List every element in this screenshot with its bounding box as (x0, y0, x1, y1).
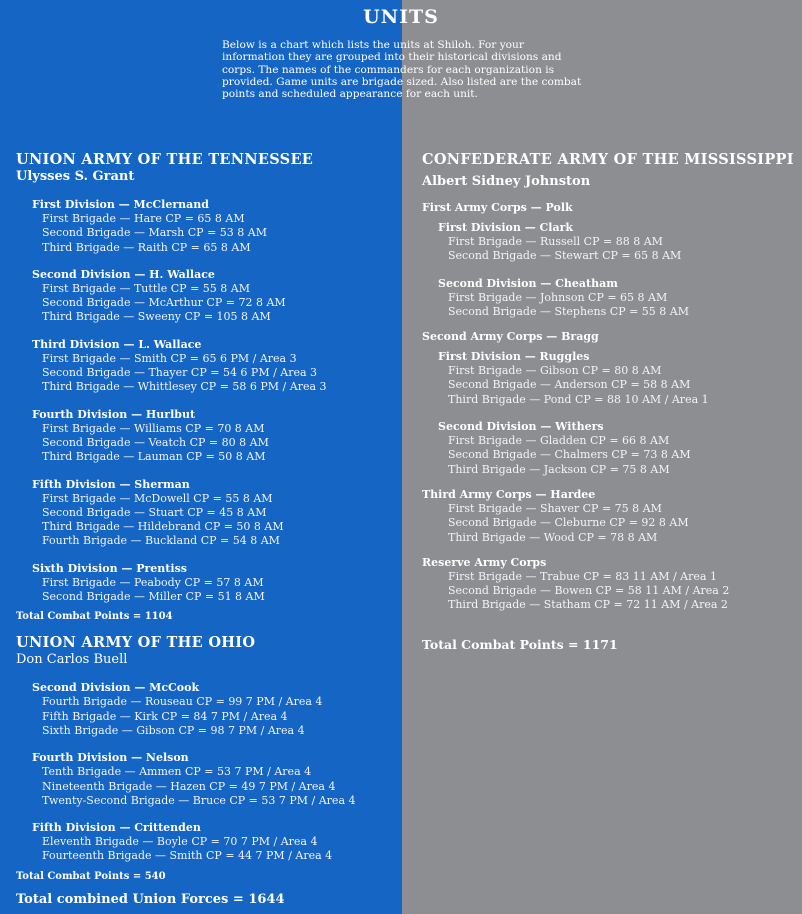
brigade-row: Second Brigade — Cleburne CP = 92 8 AM (448, 516, 689, 530)
brigade-row: Third Brigade — Pond CP = 88 10 AM / Area 1 (448, 392, 709, 406)
division-title: Fifth Division — Crittenden (32, 821, 201, 835)
division-title: Second Division — H. Wallace (32, 267, 215, 281)
brigade-row: Second Brigade — Anderson CP = 58 8 AM (448, 378, 691, 392)
brigade-row: Second Brigade — Stuart CP = 45 8 AM (42, 505, 267, 519)
brigade-row: First Brigade — Peabody CP = 57 8 AM (42, 575, 264, 589)
brigade-row: Second Brigade — Thayer CP = 54 6 PM / Area 3 (42, 366, 318, 380)
brigade-row: Third Brigade — Sweeny CP = 105 8 AM (42, 310, 271, 324)
brigade-row: Tenth Brigade — Ammen CP = 53 7 PM / Area 4 (42, 765, 312, 779)
division-title: Fourth Division — Hurlbut (32, 407, 196, 421)
commander-buell: Don Carlos Buell (16, 652, 128, 668)
corps-title: Second Army Corps — Bragg (422, 330, 599, 344)
total-tennessee: Total Combat Points = 1104 (16, 611, 173, 623)
brigade-row: Third Brigade — Wood CP = 78 8 AM (448, 530, 658, 544)
division-title: First Division — McClernand (32, 198, 209, 211)
brigade-row: Sixth Brigade — Gibson CP = 98 7 PM / Area 4 (42, 723, 305, 737)
corps-title: Third Army Corps — Hardee (422, 487, 596, 501)
division-title: Fourth Division — Nelson (32, 751, 189, 765)
brigade-row: Third Brigade — Lauman CP = 50 8 AM (42, 450, 266, 464)
brigade-row: First Brigade — Hare CP = 65 8 AM (42, 212, 245, 225)
brigade-row: Eleventh Brigade — Boyle CP = 70 7 PM / Area 4 (42, 835, 318, 849)
brigade-row: Fourteenth Brigade — Smith CP = 44 7 PM / Area 4 (42, 849, 333, 863)
brigade-row: Third Brigade — Whittlesey CP = 58 6 PM / Area 3 (42, 380, 327, 394)
division-title: First Division — Ruggles (438, 350, 590, 364)
union-combined-total: Total combined Union Forces = 1644 (16, 892, 285, 907)
division (32, 820, 400, 864)
brigade-row: Second Brigade — Miller CP = 51 8 AM (42, 590, 265, 604)
brigade-row: First Brigade — Trabue CP = 83 11 AM / Area 1 (448, 569, 717, 583)
union-column (16, 151, 400, 884)
brigade-row: First Brigade — Russell CP = 88 8 AM (448, 235, 663, 248)
division (438, 502, 800, 545)
brigade-row: Second Brigade — Chalmers CP = 73 8 AM (448, 448, 691, 462)
brigade-row: First Brigade — Shaver CP = 75 8 AM (448, 501, 662, 515)
brigade-row: Second Brigade — Stephens CP = 55 8 AM (448, 304, 690, 318)
corps-title: First Army Corps — Polk (422, 201, 573, 214)
corps (422, 487, 800, 545)
brigade-row: Third Brigade — Raith CP = 65 8 AM (42, 240, 251, 254)
division (438, 419, 800, 477)
division-title: Second Division — Cheatham (438, 276, 618, 290)
brigade-row: Fourth Brigade — Buckland CP = 54 8 AM (42, 534, 280, 548)
brigade-row: Second Brigade — Veatch CP = 80 8 AM (42, 435, 269, 449)
brigade-row: Nineteenth Brigade — Hazen CP = 49 7 PM / Area 4 (42, 779, 336, 793)
division (32, 477, 400, 549)
division (32, 750, 400, 808)
brigade-row: Second Brigade — Stewart CP = 65 8 AM (448, 249, 682, 263)
division (438, 570, 800, 613)
division (32, 680, 400, 738)
brigade-row: First Brigade — Gladden CP = 66 8 AM (448, 434, 670, 448)
commander-johnston: Albert Sidney Johnston (422, 174, 591, 189)
brigade-row: Third Brigade — Hildebrand CP = 50 8 AM (42, 520, 284, 534)
page-title: UNITS (363, 6, 439, 28)
division-title: Second Division — Withers (438, 420, 604, 434)
corps (422, 200, 800, 319)
brigade-row: Second Brigade — Marsh CP = 53 8 AM (42, 226, 267, 240)
total-confederate: Total Combat Points = 1171 (422, 636, 618, 652)
division (438, 276, 800, 320)
brigade-row: Third Brigade — Statham CP = 72 11 AM / Area 2 (448, 598, 728, 612)
confederate-column (422, 151, 800, 653)
division-title: Second Division — McCook (32, 681, 200, 695)
corps-title: Reserve Army Corps (422, 555, 547, 569)
army-title-ohio: UNION ARMY OF THE OHIO (16, 634, 256, 652)
total-ohio: Total Combat Points = 540 (16, 870, 166, 882)
division (32, 337, 400, 395)
division (32, 267, 400, 325)
brigade-row: Third Brigade — Jackson CP = 75 8 AM (448, 462, 670, 476)
army-title-tennessee: UNION ARMY OF THE TENNESSEE (16, 151, 314, 168)
corps (422, 555, 800, 613)
division-title: Sixth Division — Prentiss (32, 561, 187, 575)
brigade-row: First Brigade — Johnson CP = 65 8 AM (448, 290, 668, 304)
brigade-row: Second Brigade — McArthur CP = 72 8 AM (42, 296, 286, 310)
brigade-row: First Brigade — Smith CP = 65 6 PM / Area 3 (42, 351, 297, 365)
brigade-row: Twenty-Second Brigade — Bruce CP = 53 7 PM / Area 4 (42, 793, 356, 807)
intro-paragraph: Below is a chart which lists the units at Shiloh. For your information they are grouped into their historical divisions and corps. The names of the commanders for each organization is provided. Game units are brigade sized. Also listed are the combat points and scheduled appearance for each unit. (222, 39, 582, 101)
division (438, 349, 800, 407)
division (32, 561, 400, 605)
brigade-row: First Brigade — Gibson CP = 80 8 AM (448, 364, 662, 378)
division (32, 407, 400, 465)
commander-grant: Ulysses S. Grant (16, 169, 135, 184)
army-title-mississippi: CONFEDERATE ARMY OF THE MISSISSIPPI (422, 151, 794, 168)
division-title: Fifth Division — Sherman (32, 477, 190, 491)
division (438, 220, 800, 264)
brigade-row: First Brigade — Williams CP = 70 8 AM (42, 421, 265, 435)
brigade-row: Fourth Brigade — Rouseau CP = 99 7 PM / Area 4 (42, 695, 323, 709)
brigade-row: Second Brigade — Bowen CP = 58 11 AM / Area 2 (448, 584, 730, 598)
division-title: Third Division — L. Wallace (32, 337, 202, 351)
brigade-row: First Brigade — McDowell CP = 55 8 AM (42, 491, 273, 505)
division-title: First Division — Clark (438, 221, 574, 234)
corps (422, 329, 800, 477)
brigade-row: Fifth Brigade — Kirk CP = 84 7 PM / Area 4 (42, 709, 288, 723)
brigade-row: First Brigade — Tuttle CP = 55 8 AM (42, 281, 250, 295)
division (32, 197, 400, 255)
